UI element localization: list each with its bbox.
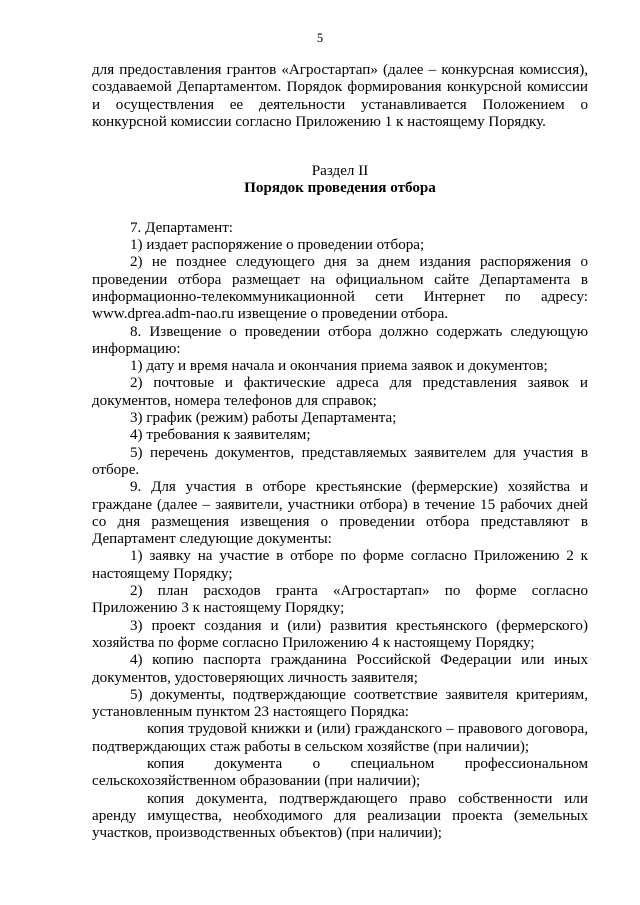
- paragraph-p7-1: 1) издает распоряжение о проведении отбора;: [130, 237, 425, 254]
- paragraph-p9-5a: копия трудовой книжки и (или) гражданского – правового договора, подтверждающих стаж работы в сельском хозяйстве (при наличии);: [92, 721, 588, 755]
- paragraph-p9: 9. Для участия в отборе крестьянские (фермерские) хозяйства и граждане (далее – заявители, участники отбора) в течение 15 рабочих дней со дня размещения извещения о проведении отбора представляют в Департамент следующие документы:: [92, 479, 588, 548]
- document-body: [92, 62, 588, 842]
- paragraph-p8-2: 2) почтовые и фактические адреса для представления заявок и документов, номера телефонов для справок;: [92, 375, 588, 409]
- paragraph-p9-1: 1) заявку на участие в отборе по форме согласно Приложению 2 к настоящему Порядку;: [92, 548, 588, 582]
- paragraph-p8-3: 3) график (режим) работы Департамента;: [130, 410, 397, 427]
- paragraph-p8: 8. Извещение о проведении отбора должно содержать следующую информацию:: [92, 323, 588, 357]
- page-number: 5: [316, 31, 324, 45]
- paragraph-p9-5b: копия документа о специальном профессиональном сельскохозяйственном образовании (при наличии);: [92, 755, 588, 790]
- paragraph-p8-4: 4) требования к заявителям;: [130, 427, 311, 444]
- section-title: Порядок проведения отбора: [244, 180, 436, 197]
- paragraph-p8-1: 1) дату и время начала и окончания приема заявок и документов;: [130, 358, 548, 375]
- section-label: Раздел II: [311, 163, 369, 180]
- paragraph-p9-2: 2) план расходов гранта «Агростартап» по форме согласно Приложению 3 к настоящему Порядку;: [92, 583, 588, 617]
- paragraph-list: [92, 220, 588, 843]
- paragraph-p9-5c: копия документа, подтверждающего право собственности или аренду имущества, необходимого для реализации проекта (земельных участков, производственных объектов) (при наличии);: [92, 790, 588, 842]
- intro-paragraph: для предоставления грантов «Агростартап» (далее – конкурсная комиссия), создаваемой Департаментом. Порядок формирования конкурсной комиссии и осуществления ее деятельности устанавливается Положением о конкурсной комиссии согласно Приложению 1 к настоящему Порядку.: [92, 62, 588, 130]
- paragraph-p7: 7. Департамент:: [130, 219, 233, 236]
- paragraph-p7-2: 2) не позднее следующего дня за днем издания распоряжения о проведении отбора размещает на официальном сайте Департамента в информационно-телекоммуникационной сети Интернет по адресу: www.dprea.adm-nao.ru извещение о проведении отбора.: [92, 254, 588, 323]
- paragraph-p9-4: 4) копию паспорта гражданина Российской Федерации или иных документов, удостоверяющих личность заявителя;: [92, 652, 588, 686]
- paragraph-p9-3: 3) проект создания и (или) развития крестьянского (фермерского) хозяйства по форме согласно Приложению 4 к настоящему Порядку;: [92, 617, 588, 651]
- paragraph-p8-5: 5) перечень документов, представляемых заявителем для участия в отборе.: [92, 444, 588, 478]
- paragraph-p9-5: 5) документы, подтверждающие соответствие заявителя критериям, установленным пунктом 23 настоящего Порядка:: [92, 686, 588, 721]
- section-heading: [92, 163, 588, 198]
